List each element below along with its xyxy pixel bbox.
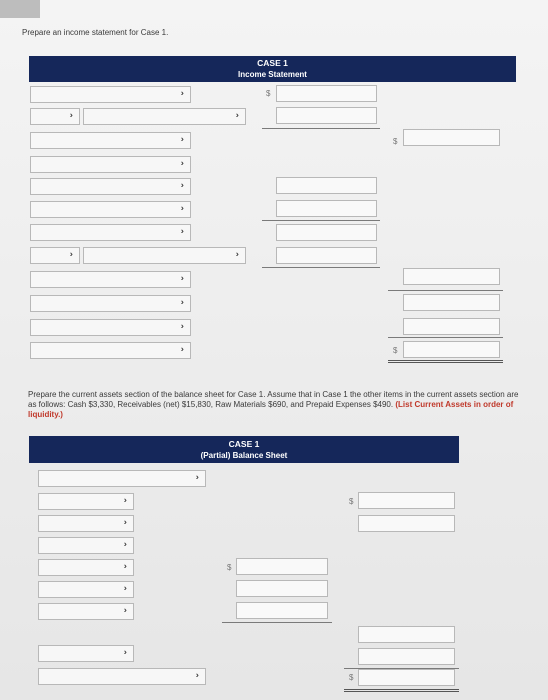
income-amount-input-5[interactable]: [276, 177, 377, 194]
total-double-rule: [344, 689, 459, 692]
chevron-down-icon: ›: [180, 89, 184, 98]
subtotal-rule: [262, 267, 380, 268]
chevron-down-icon: ›: [180, 159, 184, 168]
income-sign-select-8[interactable]: [30, 247, 80, 264]
balance-total-input-1[interactable]: [358, 492, 455, 509]
balance-amount-input-6[interactable]: [236, 602, 328, 619]
income-amount-input-1[interactable]: [276, 85, 377, 102]
income-account-select-11[interactable]: [30, 319, 191, 336]
income-total-input-9[interactable]: [403, 268, 500, 285]
subtotal-rule: [388, 337, 503, 338]
dollar-sign: $: [349, 673, 354, 682]
balance-account-select-2[interactable]: [38, 515, 134, 532]
window-corner: [0, 0, 40, 18]
chevron-down-icon: ›: [180, 135, 184, 144]
subtotal-rule: [262, 220, 380, 221]
balance-grand-total-input[interactable]: [358, 669, 455, 686]
income-account-select-1[interactable]: [30, 86, 191, 103]
income-account-select-2[interactable]: [83, 108, 246, 125]
income-account-select-6[interactable]: [30, 201, 191, 218]
income-amount-input-6[interactable]: [276, 200, 377, 217]
income-title: Income Statement: [238, 70, 307, 79]
balance-account-select-5[interactable]: [38, 581, 134, 598]
chevron-down-icon: ›: [69, 250, 73, 259]
chevron-down-icon: ›: [180, 274, 184, 283]
chevron-down-icon: ›: [123, 584, 127, 593]
balance-sheet-header: [29, 436, 459, 463]
instruction-income: Prepare an income statement for Case 1.: [22, 28, 169, 37]
income-account-select-7[interactable]: [30, 224, 191, 241]
chevron-down-icon: ›: [180, 181, 184, 190]
income-amount-input-8[interactable]: [276, 247, 377, 264]
income-account-select-10[interactable]: [30, 295, 191, 312]
chevron-down-icon: ›: [123, 518, 127, 527]
income-account-select-4[interactable]: [30, 156, 191, 173]
chevron-down-icon: ›: [123, 648, 127, 657]
balance-amount-input-5[interactable]: [236, 580, 328, 597]
income-account-select-3[interactable]: [30, 132, 191, 149]
income-account-select-8[interactable]: [83, 247, 246, 264]
income-amount-input-2[interactable]: [276, 107, 377, 124]
balance-amount-input-4[interactable]: [236, 558, 328, 575]
chevron-down-icon: ›: [180, 298, 184, 307]
chevron-down-icon: ›: [180, 322, 184, 331]
chevron-down-icon: ›: [123, 540, 127, 549]
income-total-input-3[interactable]: [403, 129, 500, 146]
chevron-down-icon: ›: [123, 606, 127, 615]
chevron-down-icon: ›: [195, 671, 199, 680]
balance-case-label: CASE 1: [228, 438, 260, 449]
balance-account-select-3[interactable]: [38, 537, 134, 554]
income-amount-input-7[interactable]: [276, 224, 377, 241]
chevron-down-icon: ›: [180, 204, 184, 213]
income-account-select-5[interactable]: [30, 178, 191, 195]
balance-total-input-7[interactable]: [358, 626, 455, 643]
income-total-input-11[interactable]: [403, 318, 500, 335]
instruction-balance-text: Prepare the current assets section of the balance sheet for Case 1. Assume that in Case 1 the other items in the current assets section are as follows: Cash $3,330, Receivables (net) $15,830, Raw Materials $690, and Prepaid Expenses $490.: [28, 390, 519, 409]
dollar-sign: $: [227, 563, 232, 572]
balance-heading-select[interactable]: [38, 470, 206, 487]
balance-account-select-7[interactable]: [38, 645, 134, 662]
income-account-select-12[interactable]: [30, 342, 191, 359]
total-double-rule: [388, 360, 503, 363]
subtotal-rule: [222, 622, 332, 623]
instruction-balance-emphasis: (List Current Assets in order of liquidity.): [28, 400, 514, 419]
subtotal-rule: [388, 290, 503, 291]
balance-account-select-1[interactable]: [38, 493, 134, 510]
balance-account-select-4[interactable]: [38, 559, 134, 576]
instruction-balance: [28, 390, 528, 420]
chevron-down-icon: ›: [195, 473, 199, 482]
chevron-down-icon: ›: [180, 345, 184, 354]
balance-total-select[interactable]: [38, 668, 206, 685]
dollar-sign: $: [349, 497, 354, 506]
chevron-down-icon: ›: [123, 562, 127, 571]
balance-total-input-2[interactable]: [358, 515, 455, 532]
balance-account-select-6[interactable]: [38, 603, 134, 620]
balance-title: (Partial) Balance Sheet: [200, 450, 288, 460]
income-account-select-9[interactable]: [30, 271, 191, 288]
income-case-label: CASE 1: [257, 58, 288, 68]
income-statement-header: [29, 56, 516, 82]
subtotal-rule: [262, 128, 380, 129]
chevron-down-icon: ›: [69, 111, 73, 120]
chevron-down-icon: ›: [235, 111, 239, 120]
chevron-down-icon: ›: [235, 250, 239, 259]
income-net-total-input[interactable]: [403, 341, 500, 358]
chevron-down-icon: ›: [123, 496, 127, 505]
dollar-sign: $: [393, 137, 398, 146]
dollar-sign: $: [266, 89, 271, 98]
chevron-down-icon: ›: [180, 227, 184, 236]
income-sign-select-2[interactable]: [30, 108, 80, 125]
dollar-sign: $: [393, 346, 398, 355]
income-total-input-10[interactable]: [403, 294, 500, 311]
balance-total-input-8[interactable]: [358, 648, 455, 665]
